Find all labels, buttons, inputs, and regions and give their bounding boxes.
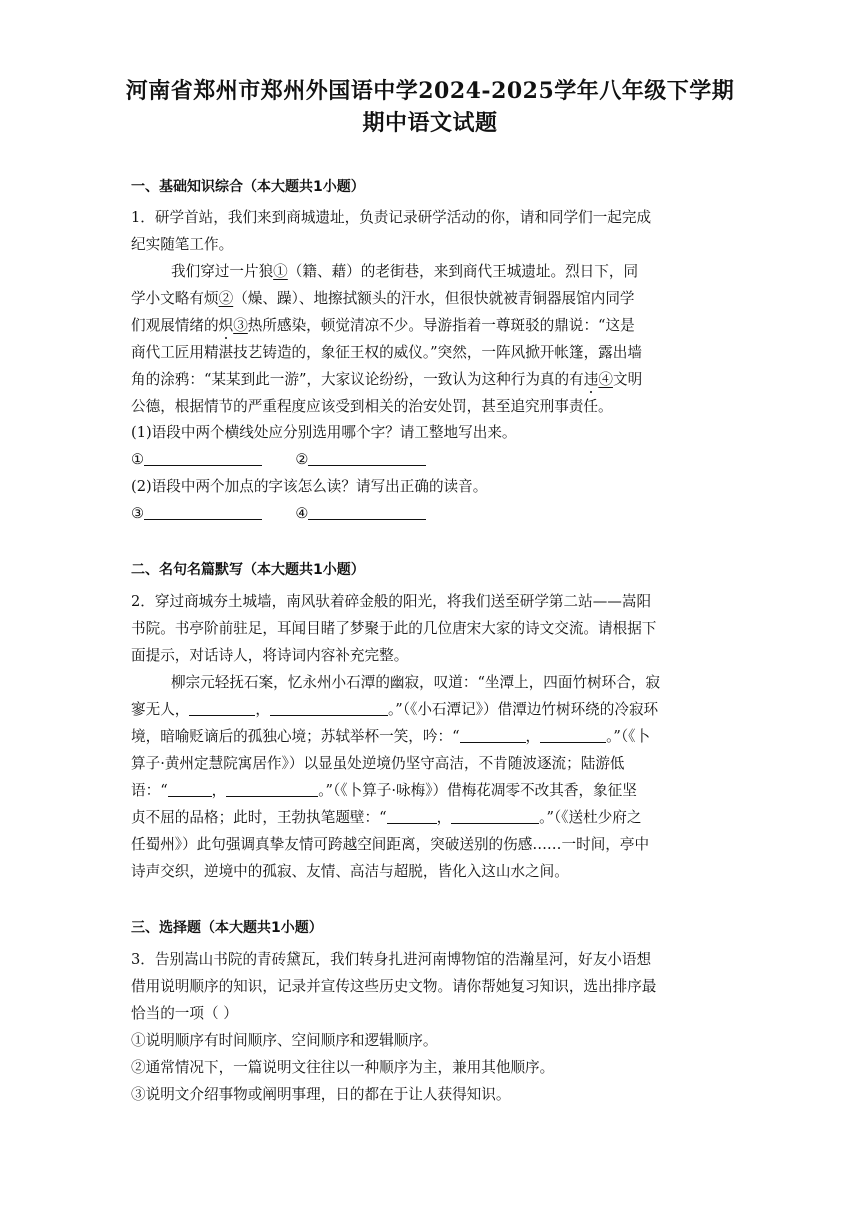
answer-label-2: ②	[295, 451, 309, 468]
text-run: 。”（《卜算子·咏梅》）借梅花凋零不改其香，象征坚	[318, 782, 637, 799]
poem-blank[interactable]	[189, 700, 255, 716]
text-run: ，	[211, 782, 227, 799]
text-run: 热所感染，顿觉清凉不少。导游指着一尊斑驳的鼎说：“这是	[247, 317, 635, 334]
passage1-line2	[131, 289, 731, 309]
text-run: ，	[255, 701, 270, 718]
q1-stem-line1: 1．研学首站，我们来到商城遗址，负责记录研学活动的你，请和同学们一起完成	[131, 209, 652, 226]
text-run: ，	[436, 809, 452, 826]
q3-stem-line1: 3．告别嵩山书院的青砖黛瓦，我们转身扎进河南博物馆的浩瀚星河，好友小语想	[131, 951, 652, 968]
poem-blank[interactable]	[387, 808, 437, 824]
passage1-line5	[131, 370, 731, 390]
passage2-line2	[131, 700, 731, 720]
exam-title-line2: 期中语文试题	[362, 110, 498, 136]
poem-blank[interactable]	[168, 781, 212, 797]
q3-stem-line3: 恰当的一项（ ）	[131, 1005, 238, 1022]
answer-label-1: ①	[131, 451, 145, 468]
passage2-line4: 算子·黄州定慧院寓居作》）以显虽处逆境仍坚守高洁，不肯随波逐流；陆游低	[131, 755, 625, 772]
text-run: 境，暗喻贬谪后的孤独心境；苏轼举杯一笑，吟：“	[131, 728, 460, 745]
passage2-line1: 柳宗元轻抚石案，忆永州小石潭的幽寂，叹道：“坐潭上，四面竹树环合，寂	[171, 674, 661, 691]
passage1-line1	[171, 262, 731, 282]
q2-stem-line2: 书院。书亭阶前驻足，耳闻目睹了梦聚于此的几位唐宋大家的诗文交流。请根据下	[131, 620, 657, 637]
exam-title-line1: 河南省郑州市郑州外国语中学2024-2025学年八年级下学期	[125, 78, 735, 104]
answer-row-1	[131, 450, 731, 470]
q3-stem-line2: 借用说明顺序的知识，记录并宣传这些历史文物。请你帮她复习知识，选出排序最	[131, 978, 657, 995]
passage1-line3	[131, 316, 731, 336]
text-run: 。”（《送杜少府之	[539, 809, 642, 826]
text-run: 我们穿过一片狼	[171, 263, 274, 280]
poem-blank[interactable]	[451, 808, 539, 824]
q3-statement-2: ②通常情况下，一篇说明文往往以一种顺序为主，兼用其他顺序。	[131, 1059, 555, 1076]
passage2-line8: 诗声交织，逆境中的孤寂、友情、高洁与超脱，皆化入这山水之间。	[131, 863, 569, 880]
dotted-char-3: 炽	[218, 317, 234, 334]
text-run: 文明	[612, 371, 643, 388]
blank-2: ②	[218, 290, 234, 307]
passage2-line7: 任蜀州》）此句强调真挚友情可跨越空间距离，突破送别的伤感……一时间，亭中	[131, 836, 650, 853]
passage2-line3	[131, 727, 731, 747]
poem-blank[interactable]	[270, 700, 388, 716]
q2-stem-line3: 面提示，对话诗人，将诗词内容补充完整。	[131, 647, 409, 664]
text-run: （燥、躁）、地擦拭额头的汗水，但很快就被青铜器展馆内同学	[233, 290, 635, 307]
answer-label-3: ③	[131, 505, 145, 522]
blank-1: ①	[273, 263, 288, 280]
dotted-char-4: 违	[583, 371, 599, 388]
text-run: 贞不屈的品格；此时，王勃执笔题壁：“	[131, 809, 387, 826]
sub-question-2: (2)语段中两个加点的字该怎么读？请写出正确的读音。	[131, 478, 488, 495]
q3-statement-1: ①说明顺序有时间顺序、空间顺序和逻辑顺序。	[131, 1032, 438, 1049]
text-run: （籍、藉）的老街巷，来到商代王城遗址。烈日下，同	[287, 263, 639, 280]
poem-blank[interactable]	[540, 727, 606, 743]
answer-row-2	[131, 504, 731, 524]
poem-blank[interactable]	[226, 781, 318, 797]
text-run: 。”（《卜	[606, 728, 651, 745]
passage1-line4: 商代工匠用精湛技艺铸造的，象征王权的威仪。”突然，一阵风掀开帐篷，露出墙	[131, 344, 642, 361]
text-run: ，	[525, 728, 541, 745]
text-run: 寥无人，	[131, 701, 190, 718]
section3-header: 三、选择题（本大题共1小题）	[131, 920, 323, 936]
text-run: 角的涂鸦：“某某到此一游”，大家议论纷纷，一致认为这种行为真的有	[131, 371, 584, 388]
sub-question-1: (1)语段中两个横线处应分别选用哪个字？请工整地写出来。	[131, 424, 517, 441]
section1-header: 一、基础知识综合（本大题共1小题）	[131, 179, 365, 195]
poem-blank[interactable]	[460, 727, 526, 743]
passage1-line6: 公德，根据情节的严重程度应该受到相关的治安处罚，甚至追究刑事责任。	[131, 398, 613, 415]
text-run: 。”（《小石潭记》）借潭边竹树环绕的冷寂环	[388, 701, 659, 718]
answer-blank-3[interactable]	[144, 504, 262, 520]
passage2-line5	[131, 781, 731, 801]
answer-label-4: ④	[295, 505, 309, 522]
q3-statement-3: ③说明文介绍事物或阐明事理，日的都在于让人获得知识。	[131, 1086, 511, 1103]
answer-blank-4[interactable]	[308, 504, 426, 520]
answer-blank-1[interactable]	[144, 450, 262, 466]
answer-blank-2[interactable]	[308, 450, 426, 466]
blank-3: ③	[233, 317, 248, 334]
passage2-line6	[131, 808, 731, 828]
text-run: 学小文略有烦	[131, 290, 219, 307]
q2-stem-line1: 2．穿过商城夯土城墙，南风驮着碎金般的阳光，将我们送至研学第二站——嵩阳	[131, 593, 652, 610]
text-run: 们观展情绪的	[131, 317, 219, 334]
section2-header: 二、名句名篇默写（本大题共1小题）	[131, 562, 365, 578]
q1-stem-line2: 纪实随笔工作。	[131, 236, 234, 253]
blank-4: ④	[598, 371, 613, 388]
text-run: 语：“	[131, 782, 168, 799]
